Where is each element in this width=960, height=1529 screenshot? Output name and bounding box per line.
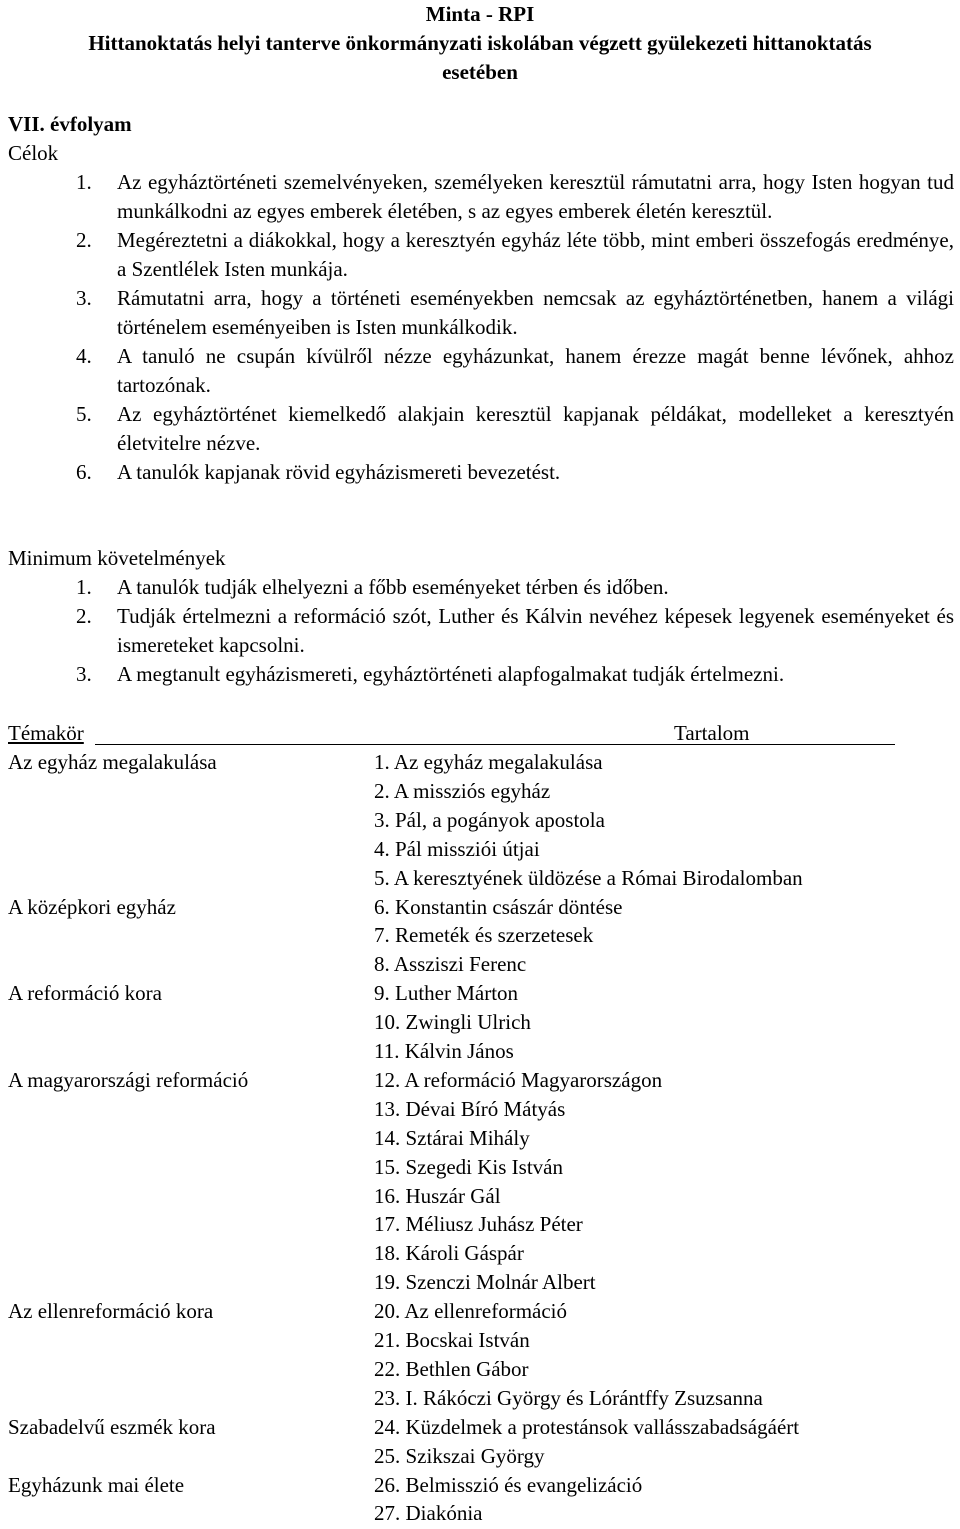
content-item: 5. A keresztyének üldözése a Római Birodalomban (374, 865, 803, 890)
content-item: 27. Diakónia (374, 1501, 483, 1526)
content-item: 13. Dévai Bíró Mátyás (374, 1096, 566, 1121)
content-item: 3. Pál, a pogányok apostola (374, 807, 605, 832)
table-row (0, 921, 960, 950)
content-item: 12. A reformáció Magyarországon (374, 1067, 663, 1092)
content-item: 17. Méliusz Juhász Péter (374, 1212, 583, 1237)
item-text: A megtanult egyházismereti, egyháztörténeti alapfogalmakat tudják értelmezni. (117, 662, 785, 686)
content-item: 22. Bethlen Gábor (374, 1356, 529, 1381)
topic-label: Egyházunk mai élete (8, 1472, 185, 1497)
content-item: 11. Kálvin János (374, 1039, 514, 1063)
goals-heading: Célok (8, 141, 59, 165)
table-row (0, 1095, 960, 1124)
table-row (0, 806, 960, 835)
topic-label: A középkori egyház (8, 894, 176, 919)
table-row (0, 777, 960, 806)
table-row (0, 893, 960, 922)
item-number: 6. (76, 460, 92, 484)
minimum-requirements-heading: Minimum követelmények (8, 546, 226, 570)
item-number: 1. (76, 170, 92, 194)
table-row (0, 1442, 960, 1471)
table-row (0, 1499, 960, 1528)
grade-heading: VII. évfolyam (8, 112, 132, 136)
content-item: 23. I. Rákóczi György és Lórántffy Zsuzsanna (374, 1385, 763, 1410)
table-row (0, 1239, 960, 1268)
table-row (0, 835, 960, 864)
item-text: A tanulók tudják elhelyezni a főbb eseményeket térben és időben. (117, 575, 669, 599)
item-text: Rámutatni arra, hogy a történeti eseményekben nemcsak az egyháztörténetben, hanem a világi történelem eseményeiben is Isten munkálkodik. (117, 286, 954, 339)
item-text: A tanulók kapjanak rövid egyházismereti bevezetést. (117, 460, 561, 484)
list-item (0, 342, 960, 400)
content-item: 19. Szenczi Molnár Albert (374, 1270, 596, 1295)
item-text: A tanuló ne csupán kívülről nézze egyházunkat, hanem érezze magát benne lévőnek, ahhoz tartozónak. (117, 344, 954, 397)
title-line-3: esetében (442, 60, 518, 84)
table-row (0, 1182, 960, 1211)
content-item: 2. A missziós egyház (374, 778, 551, 803)
table-row (0, 1124, 960, 1153)
content-item: 7. Remeték és szerzetesek (374, 923, 594, 948)
content-item: 20. Az ellenreformáció (374, 1299, 567, 1324)
table-row (0, 1008, 960, 1037)
content-item: 18. Károli Gáspár (374, 1241, 524, 1266)
table-row (0, 1413, 960, 1442)
content-item: 9. Luther Márton (374, 981, 519, 1006)
item-number: 3. (76, 662, 92, 686)
content-item: 21. Bocskai István (374, 1328, 530, 1352)
topic-label: Az ellenreformáció kora (8, 1299, 214, 1324)
item-number: 2. (76, 228, 92, 252)
list-item (0, 168, 960, 226)
content-item: 24. Küzdelmek a protestánsok vallásszabadságáért (374, 1414, 800, 1439)
table-row (0, 1384, 960, 1413)
content-item: 16. Huszár Gál (374, 1183, 501, 1208)
list-item (0, 660, 960, 689)
table-row (0, 1326, 960, 1355)
content-item: 1. Az egyház megalakulása (374, 750, 603, 774)
table-row (0, 1471, 960, 1500)
topic-column-header: Témakör (8, 721, 84, 745)
content-item: 4. Pál missziói útjai (374, 836, 540, 861)
item-text: Tudják értelmezni a reformáció szót, Luther és Kálvin nevéhez képesek legyenek eseményeket és ismereteket kapcsolni. (117, 604, 954, 657)
title-line-1: Minta - RPI (425, 2, 535, 26)
table-row (0, 1037, 960, 1066)
item-text: Az egyháztörténet kiemelkedő alakjain keresztül kapjanak példákat, modelleket a keresztyén életvitelre nézve. (117, 402, 954, 455)
document-title (0, 0, 960, 87)
table-row (0, 748, 960, 777)
item-text: Az egyháztörténeti szemelvényeken, személyeken keresztül rámutatni arra, hogy Isten hogyan tud munkálkodni az egyes emberek életében, s az egyes emberek életén keresztül. (117, 170, 954, 223)
table-row (0, 1066, 960, 1095)
item-number: 4. (76, 344, 92, 368)
table-row (0, 864, 960, 893)
table-row (0, 1297, 960, 1326)
table-row (0, 1153, 960, 1182)
list-item (0, 458, 960, 487)
content-item: 6. Konstantin császár döntése (374, 894, 623, 919)
table-row (0, 1210, 960, 1239)
item-number: 5. (76, 402, 92, 426)
list-item (0, 602, 960, 660)
content-column-header: Tartalom (674, 721, 750, 745)
header-underline (95, 744, 895, 745)
content-item: 15. Szegedi Kis István (374, 1154, 563, 1179)
content-item: 10. Zwingli Ulrich (374, 1010, 531, 1035)
title-line-2: Hittanoktatás helyi tanterve önkormányzati iskolában végzett gyülekezeti hittanoktatás (88, 31, 872, 55)
topic-label: Az egyház megalakulása (8, 750, 217, 774)
content-item: 26. Belmisszió és evangelizáció (374, 1472, 643, 1497)
list-item (0, 400, 960, 458)
item-number: 2. (76, 604, 92, 628)
table-row (0, 979, 960, 1008)
table-row (0, 1268, 960, 1297)
table-row (0, 1355, 960, 1384)
topics-table-header (0, 719, 960, 748)
content-item: 14. Sztárai Mihály (374, 1125, 530, 1150)
topic-label: Szabadelvű eszmék kora (8, 1414, 216, 1439)
topic-label: A magyarországi reformáció (8, 1067, 249, 1092)
content-item: 25. Szikszai György (374, 1443, 545, 1468)
list-item (0, 284, 960, 342)
item-text: Megéreztetni a diákokkal, hogy a keresztyén egyház léte több, mint emberi összefogás eredménye, a Szentlélek Isten munkája. (117, 228, 954, 281)
item-number: 1. (76, 575, 92, 599)
minimum-requirements-list (0, 573, 960, 689)
item-number: 3. (76, 286, 92, 310)
content-item: 8. Assziszi Ferenc (374, 952, 527, 977)
list-item (0, 226, 960, 284)
table-row (0, 950, 960, 979)
list-item (0, 573, 960, 602)
goals-list (0, 168, 960, 487)
topic-label: A reformáció kora (8, 981, 162, 1006)
